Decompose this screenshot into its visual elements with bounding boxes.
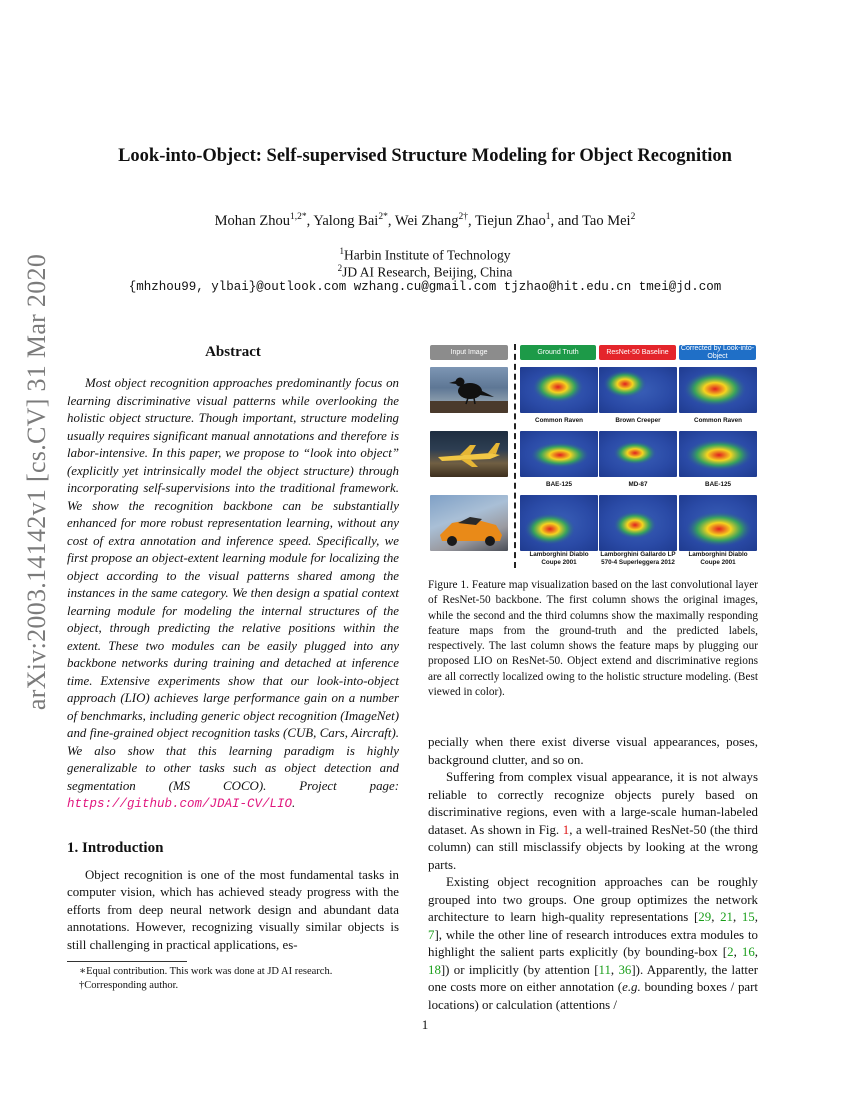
citation-link[interactable]: 2	[727, 945, 734, 960]
raven-silhouette-icon	[430, 367, 508, 413]
input-image-car	[430, 495, 508, 551]
figure-1-caption: Figure 1. Feature map visualization based on the last convolutional layer of ResNet-50 backbone. The first column shows the original images, while the second and the third columns show the maximally responding feature maps from the ground-truth and the predicted labels, respectively. The last column shows the feature maps by plugging our proposed LIO on ResNet-50. Object extend and discriminative regions are all correctly localized owing to the holistic structure modeling. (Best viewed in color).	[428, 579, 758, 699]
abstract-body: Most object recognition approaches predominantly focus on learning discriminative visual patterns while overlooking the holistic object structure. Though important, structure modeling usually requires significant manual annotations and therefore is labor-intensive. In this paper, we propose to “look into object” (explicitly yet intrinsically model the object structure) through incorporating self-supervisions into the traditional framework. We show the recognition backbone can be substantially enhanced for more robust representation learning, without any cost of extra annotation and inference speed. Specifically, we first propose an object-extent learning module for localizing the object according to the visual patterns shared among the instances in the same category. We then design a spatial context learning module for modeling the internal structures of the object, through predicting the relative positions within the extent. These two modules can be easily plugged into any backbone networks during training and detached at inference time. Extensive experiments show that our look-into-object approach (LIO) achieves large performance gain on a number of benchmarks, including generic object recognition (ImageNet) and fine-grained object recognition tasks (CUB, Cars, Aircraft). We also show that this learning paradigm is highly generalizable to other tasks such as object detection and segmentation (MS COCO). Project page: https://github.com/JDAI-CV/LIO.	[67, 376, 399, 811]
heatmap-lio-car	[679, 495, 757, 551]
heatmap-lio-jet	[679, 431, 757, 477]
figure-label-lio-row3: Lamborghini Diablo Coupe 2001	[688, 551, 748, 566]
paragraph-existing-approaches: Existing object recognition approaches can be roughly grouped into two groups. One group optimizes the network architecture to learn high-quality representations [29, 21, 15, 7], while the other line of research introduces extra modules to highlight the salient parts explicitly (by bounding-box [2, 16, 18]) or implicitly (by attention [11, 36]). Apparently, the latter one costs more on either annotation (e.g. bounding boxes / part locations) or calculation (attentions /	[428, 875, 758, 1012]
heatmap-ground-truth-jet	[520, 431, 598, 477]
arxiv-stamp-text: arXiv:2003.14142v1 [cs.CV] 31 Mar 2020	[22, 253, 52, 711]
author: Mohan Zhou$^{1,2*}$,	[214, 212, 314, 229]
footnote-divider	[67, 961, 187, 962]
citation-link[interactable]: 11	[598, 962, 611, 977]
citation-link[interactable]: 18	[428, 962, 441, 977]
heatmap-lio-raven	[679, 367, 757, 413]
paper-title: Look-into-Object: Self-supervised Structure Modeling for Object Recognition	[118, 146, 732, 166]
figure-1-reference[interactable]: 1	[562, 822, 570, 837]
author: Tiejun Zhao$^1$, and	[474, 212, 583, 229]
figure-label-baseline-row2: MD-87	[628, 481, 648, 488]
figure-label-lio-row1: Common Raven	[694, 417, 742, 424]
figure-label-gt-row3: Lamborghini Diablo Coupe 2001	[529, 551, 589, 566]
citation-link[interactable]: 16	[741, 945, 755, 960]
author: Wei Zhang$^{2\dagger}$,	[394, 212, 475, 229]
arxiv-stamp	[14, 253, 60, 711]
footnote-corresponding-author: †Corresponding author.	[79, 980, 179, 991]
figure-label-baseline-row3: Lamborghini Gallardo LP 570-4 Superleggera 2012	[600, 551, 676, 566]
section-heading-introduction: 1. Introduction	[67, 839, 164, 856]
page-number: 1	[421, 1017, 429, 1032]
left-column	[67, 340, 399, 954]
citation-link[interactable]: 29	[698, 910, 712, 925]
figure-label-baseline-row1: Brown Creeper	[615, 417, 661, 424]
right-column-text	[428, 734, 758, 1014]
jet-icon	[430, 431, 508, 477]
citation-link[interactable]: 7	[428, 927, 435, 942]
heatmap-ground-truth-car	[520, 495, 598, 551]
figure-1	[428, 340, 758, 568]
footnote-equal-contribution: ∗Equal contribution. This work was done at JD AI research.	[79, 966, 333, 977]
abstract-heading: Abstract	[205, 344, 261, 360]
figure-label-lio-row2: BAE-125	[705, 481, 731, 488]
heatmap-ground-truth-raven	[520, 367, 598, 413]
paragraph-continuation: pecially when there exist diverse visual appearances, poses, background clutter, and so on.	[428, 735, 758, 767]
figure-header-baseline: ResNet-50 Baseline	[599, 345, 676, 360]
affiliation-2: $^2$JD AI Research, Beijing, China	[337, 263, 513, 280]
intro-paragraph: Object recognition is one of the most fundamental tasks in computer vision, which has achieved steady progress with the efforts from deep neural network design and abundant data annotations. However, recognizing visually similar objects is still challenging in practical applications, es-	[67, 867, 399, 952]
figure-label-gt-row1: Common Raven	[535, 417, 583, 424]
affiliation-1: $^1$Harbin Institute of Technology	[339, 246, 511, 263]
figure-header-lio: Corrected by Look-into-Object	[680, 345, 755, 360]
heatmap-baseline-car	[599, 495, 677, 551]
car-icon	[430, 495, 508, 551]
footnotes	[67, 965, 399, 993]
input-image-jet	[430, 431, 508, 477]
paragraph-complex-appearance: Suffering from complex visual appearance, it is not always reliable to correctly recognize objects purely based on discriminative regions, even with a large-scale human-labeled dataset. As shown in Fig. 1, a well-trained ResNet-50 (the third column) can still misclassify objects by looking at the wrong parts.	[428, 770, 758, 872]
author-emails: {mhzhou99, ylbai}@outlook.com wzhang.cu@gmail.com tjzhao@hit.edu.cn tmei@jd.com	[128, 280, 722, 294]
citation-link[interactable]: 21	[720, 910, 733, 925]
figure-label-gt-row2: BAE-125	[546, 481, 572, 488]
figure-dashed-divider	[514, 344, 516, 568]
figure-header-ground-truth: Ground Truth	[520, 345, 596, 360]
heatmap-baseline-jet	[599, 431, 677, 477]
figure-header-input-image: Input Image	[430, 345, 508, 360]
citation-link[interactable]: 36	[618, 962, 632, 977]
citation-link[interactable]: 15	[741, 910, 755, 925]
author: Yalong Bai$^{2*}$,	[313, 212, 395, 229]
author-list	[0, 212, 850, 230]
heatmap-baseline-raven	[599, 367, 677, 413]
project-page-link[interactable]: https://github.com/JDAI-CV/LIO	[67, 797, 293, 811]
right-column	[428, 340, 758, 1014]
input-image-raven	[430, 367, 508, 413]
author: Tao Mei$^2$	[582, 212, 636, 229]
